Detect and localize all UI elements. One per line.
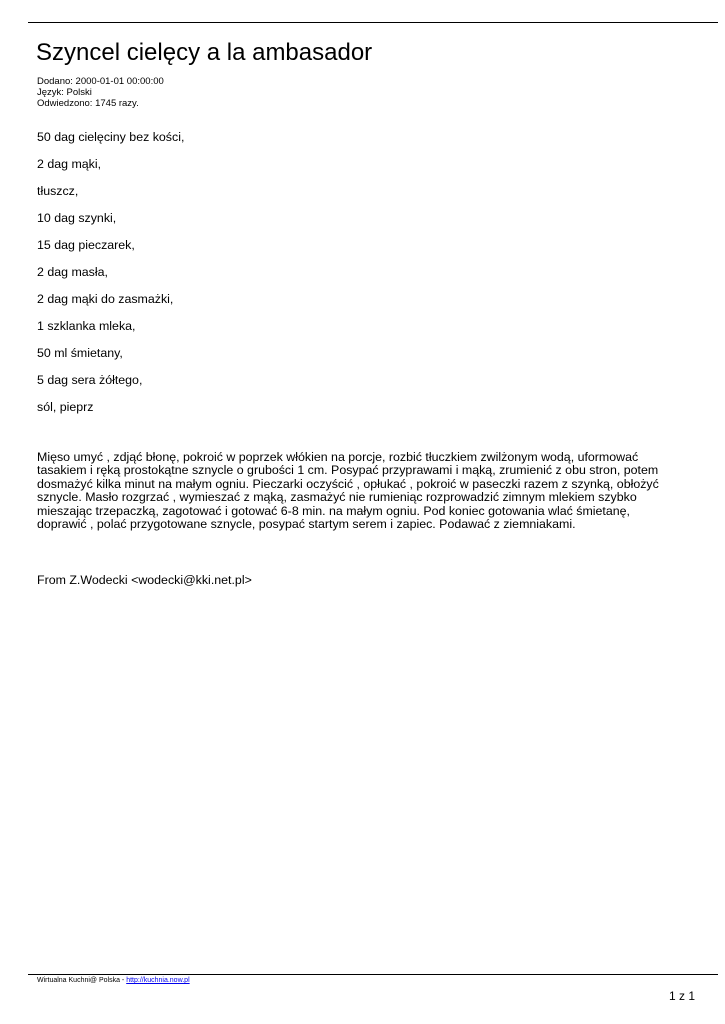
- instruction-line: tasakiem i ręką prostokątne sznycle o grubości 1 cm. Posypać przyprawami i mąką, zrumienić z obu stron, potem: [37, 463, 659, 478]
- ingredient-item: 15 dag pieczarek,: [37, 238, 135, 252]
- footer-site-link[interactable]: http://kuchnia.now.pl: [126, 977, 190, 984]
- meta-visited: Odwiedzono: 1745 razy.: [37, 98, 139, 109]
- footer-site-name: Wirtualna Kuchni@ Polska -: [37, 977, 127, 984]
- meta-language: Język: Polski: [37, 87, 92, 98]
- ingredient-item: 5 dag sera żółtego,: [37, 373, 143, 387]
- instruction-line: mieszając trzepaczką, zagotować i gotować 6-8 min. na małym ogniu. Pod koniec gotowania wlać śmietanę,: [37, 503, 630, 518]
- ingredient-item: tłuszcz,: [37, 184, 79, 198]
- ingredient-item: sól, pieprz: [37, 400, 94, 414]
- meta-added: Dodano: 2000-01-01 00:00:00: [37, 76, 164, 87]
- page-number: 1 z 1: [668, 989, 695, 1003]
- instruction-line: Mięso umyć , zdjąć błonę, pokroić w poprzek włókien na porcje, rozbić tłuczkiem zwilżonym wodą, uformować: [37, 450, 639, 464]
- ingredient-item: 50 dag cielęciny bez kości,: [37, 130, 185, 144]
- ingredient-item: 2 dag mąki do zasmażki,: [37, 292, 174, 306]
- ingredient-item: 2 dag masła,: [37, 265, 108, 279]
- instruction-line: sznycle. Masło rozgrzać , wymieszać z mąką, zasmażyć nie rumieniąc rozprowadzić zimnym mlekiem szybko: [37, 490, 637, 505]
- ingredient-list: [37, 129, 184, 426]
- recipe-author: From Z.Wodecki <wodecki@kki.net.pl>: [37, 573, 252, 587]
- instruction-line: dosmażyć kilka minut na małym ogniu. Pieczarki oczyścić , opłukać , pokroić w paseczki razem z szynką, obłożyć: [37, 476, 659, 491]
- instruction-line: doprawić , polać przygotowane sznycle, posypać startym serem i zapiec. Podawać z ziemniakami.: [37, 517, 576, 532]
- recipe-meta: [37, 76, 164, 109]
- page-footer: [37, 976, 190, 985]
- preparation-instructions: [37, 451, 687, 531]
- ingredient-item: 1 szklanka mleka,: [37, 319, 136, 333]
- bottom-divider: [28, 974, 718, 975]
- ingredient-item: 10 dag szynki,: [37, 211, 117, 225]
- top-divider: [28, 22, 718, 23]
- ingredient-item: 2 dag mąki,: [37, 157, 102, 171]
- ingredient-item: 50 ml śmietany,: [37, 346, 123, 360]
- recipe-title: Szyncel cielęcy a la ambasador: [36, 39, 373, 66]
